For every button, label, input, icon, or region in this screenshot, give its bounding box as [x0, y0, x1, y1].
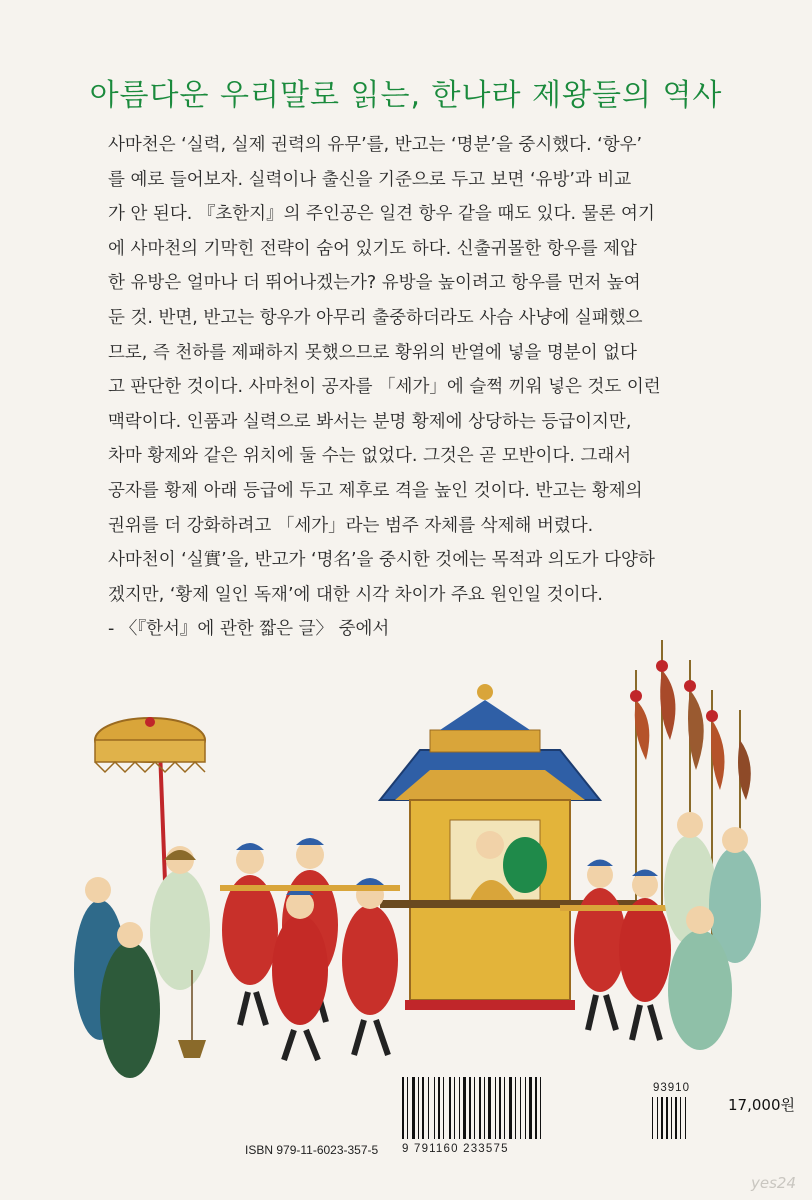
excerpt-line: 사마천은 ‘실력, 실제 권력의 유무’를, 반고는 ‘명분’을 중시했다. ‘항우’ [108, 135, 643, 155]
isbn-text: ISBN 979-11-6023-357-5 [245, 1143, 379, 1157]
price: 17,000원 [728, 1096, 795, 1114]
excerpt-line: 한 유방은 얼마나 더 뛰어나겠는가? 유방을 높이려고 항우를 먼저 높여 [108, 273, 641, 294]
excerpt-line: 고 판단한 것이다. 사마천이 공자를 「세가」에 슬쩍 끼워 넣은 것도 이런 [108, 377, 661, 398]
excerpt-line: 둔 것. 반면, 반고는 항우가 아무리 출중하더라도 사슴 사냥에 실패했으 [108, 307, 643, 328]
barcode-digits: 9 791160 233575 [402, 1143, 509, 1155]
excerpt-line: 맥락이다. 인품과 실력으로 봐서는 분명 황제에 상당하는 등급이지만, [108, 411, 632, 432]
excerpt-line: 에 사마천의 기막힌 전략이 숨어 있기도 하다. 신출귀몰한 항우를 제압 [108, 238, 637, 259]
excerpt-line: 차마 황제와 같은 위치에 둘 수는 없었다. 그것은 곧 모반이다. 그래서 [108, 446, 632, 467]
excerpt-line: 를 예로 들어보자. 실력이나 출신을 기준으로 두고 보면 ‘유방’과 비교 [108, 169, 632, 190]
watermark: yes24 [750, 1174, 796, 1192]
barcode-addon-code: 93910 [653, 1082, 690, 1094]
excerpt-text [108, 128, 728, 647]
excerpt-source: - 〈『한서』에 관한 짧은 글〉 중에서 [108, 619, 390, 640]
excerpt-line: 겠지만, ‘황제 일인 독재’에 대한 시각 차이가 주요 원인일 것이다. [108, 584, 603, 605]
excerpt-line: 므로, 즉 천하를 제패하지 못했으므로 황위의 반열에 넣을 명분이 없다 [108, 342, 637, 363]
procession-illustration [0, 630, 812, 1100]
excerpt-line: 공자를 황제 아래 등급에 두고 제후로 격을 높인 것이다. 반고는 황제의 [108, 480, 643, 501]
headline: 아름다운 우리말로 읽는, 한나라 제왕들의 역사 [89, 78, 723, 113]
excerpt-line: 가 안 된다. 『초한지』의 주인공은 일견 항우 같을 때도 있다. 물론 여기 [108, 204, 655, 225]
excerpt-line: 사마천이 ‘실實’을, 반고가 ‘명名’을 중시한 것에는 목적과 의도가 다양하 [108, 550, 655, 571]
excerpt-line: 권위를 더 강화하려고 「세가」라는 범주 자체를 삭제해 버렸다. [108, 515, 594, 536]
